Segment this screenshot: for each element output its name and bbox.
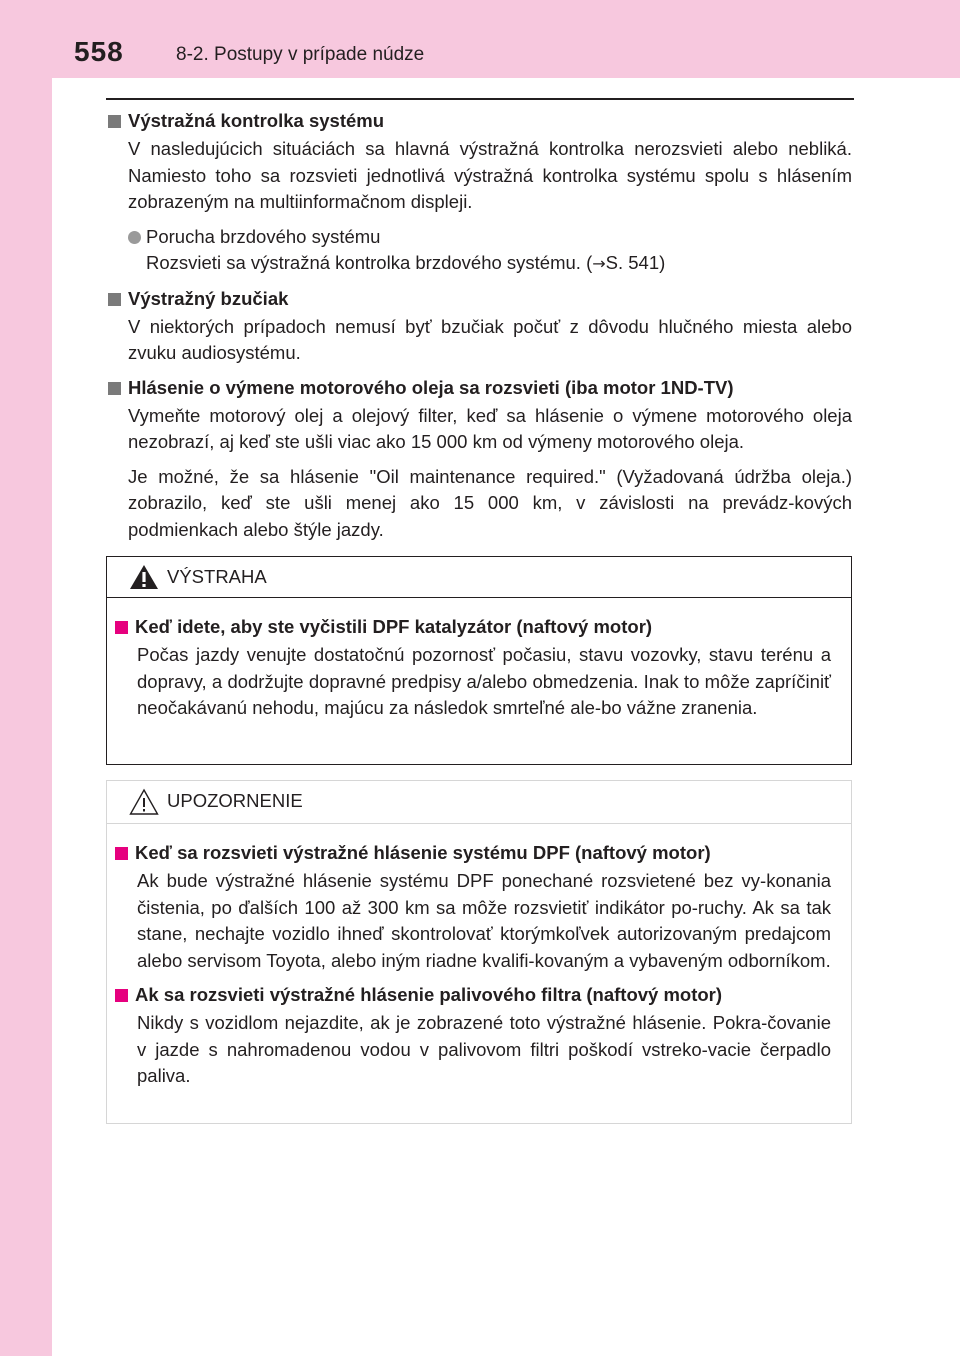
header-rule [106, 98, 854, 100]
warning-box-body [107, 598, 851, 744]
warning-box [106, 556, 852, 765]
square-bullet-icon [115, 847, 128, 860]
main-content [106, 108, 852, 551]
caution-title: UPOZORNENIE [167, 790, 303, 811]
heading-text: Hlásenie o výmene motorového oleja sa rozsvieti (iba motor 1ND-TV) [128, 376, 734, 398]
paragraph: V nasledujúcich situáciách sa hlavná výstražná kontrolka nerozsvieti alebo nebliká. Namiesto toho sa rozsvieti jednotlivá výstražná kontrolka systému spolu s hlásením zobrazeným na multiinformačnom displeji. [128, 138, 852, 212]
square-bullet-icon [115, 621, 128, 634]
caution-heading-dpf [113, 840, 831, 866]
paragraph: Je možné, že sa hlásenie "Oil maintenance required." (Vyžadovaná údržba oleja.) zobrazilo, keď ste ušli menej ako 15 000 km, v závislosti na prevádz-kových podmienkach alebo štýle jazdy. [128, 465, 852, 540]
heading-system-warning-light [106, 108, 852, 134]
paragraph: Ak bude výstražné hlásenie systému DPF ponechané rozsvietené bez vy-konania čistenia, po ďalších 100 až 300 km sa môže rozsvietiť indikátor po-ruchy. Ak sa tak stane, nechajte vozidlo ihneď skontrolovať ktorýmkoľvek autorizovaným predajcom alebo servisom Toyota, alebo iným riadne kvalifi-kovaným a vybaveným odborníkom. [137, 870, 831, 971]
bullet-item [128, 224, 852, 278]
section-title: 8-2. Postupy v prípade núdze [176, 44, 425, 65]
paragraph: Vymeňte motorový olej a olejový filter, keď sa hlásenie o výmene motorového oleja nezobrazí, aj keď ste ušli viac ako 15 000 km od výmeny motorového oleja. [128, 404, 852, 452]
square-bullet-icon [115, 989, 128, 1002]
arrow-icon: → [592, 254, 606, 273]
page-number: 558 [74, 36, 124, 67]
heading-text: Výstražná kontrolka systému [128, 110, 385, 131]
warning-triangle-icon [129, 563, 159, 591]
caution-triangle-icon [129, 787, 159, 817]
warning-box-header [107, 557, 851, 598]
heading-text: Ak sa rozsvieti výstražné hlásenie palivového filtra (naftový motor) [135, 984, 723, 1005]
paragraph: Nikdy s vozidlom nejazdite, ak je zobrazené toto výstražné hlásenie. Pokra-čovanie v jazde s nahromadenou vodou v palivovom filtri poškodí vstreko-vacie čerpadlo paliva. [137, 1012, 831, 1086]
heading-text: Keď sa rozsvieti výstražné hlásenie systému DPF (naftový motor) [135, 842, 711, 863]
heading-buzzer [106, 286, 852, 312]
caution-box-body [107, 824, 851, 1112]
paragraph: Počas jazdy venujte dostatočnú pozornosť počasiu, stavu vozovky, stavu terénu a dopravy, a dodržujte dopravné predpisy a/alebo obmedzenia. Inak to môže zapríčiniť neočakávanú nehodu, majúcu za následok smrteľné ale-bo vážne zranenia. [137, 644, 831, 718]
bullet-title: Porucha brzdového systému [146, 225, 381, 247]
square-bullet-icon [108, 382, 121, 395]
circle-bullet-icon [128, 231, 141, 244]
bullet-text [146, 250, 852, 278]
page-reference-link[interactable]: S. 541) [605, 252, 666, 273]
heading-text: Keď idete, aby ste vyčistili DPF katalyzátor (naftový motor) [135, 616, 653, 637]
paragraph: V niektorých prípadoch nemusí byť bzučiak počuť z dôvodu hlučného miesta alebo zvuku audiosystému. [128, 315, 852, 363]
square-bullet-icon [108, 293, 121, 306]
warning-title: VÝSTRAHA [167, 566, 267, 587]
heading-oil-change [106, 375, 852, 401]
caution-box-header [107, 781, 851, 824]
warning-heading [113, 614, 831, 640]
caution-heading-fuel-filter [113, 982, 831, 1008]
heading-text: Výstražný bzučiak [128, 287, 289, 309]
bullet-text-main: Rozsvieti sa výstražná kontrolka brzdového systému. ( [146, 252, 593, 273]
square-bullet-icon [108, 115, 121, 128]
caution-box [106, 780, 852, 1124]
side-band [0, 0, 52, 1356]
header-band [0, 0, 960, 78]
